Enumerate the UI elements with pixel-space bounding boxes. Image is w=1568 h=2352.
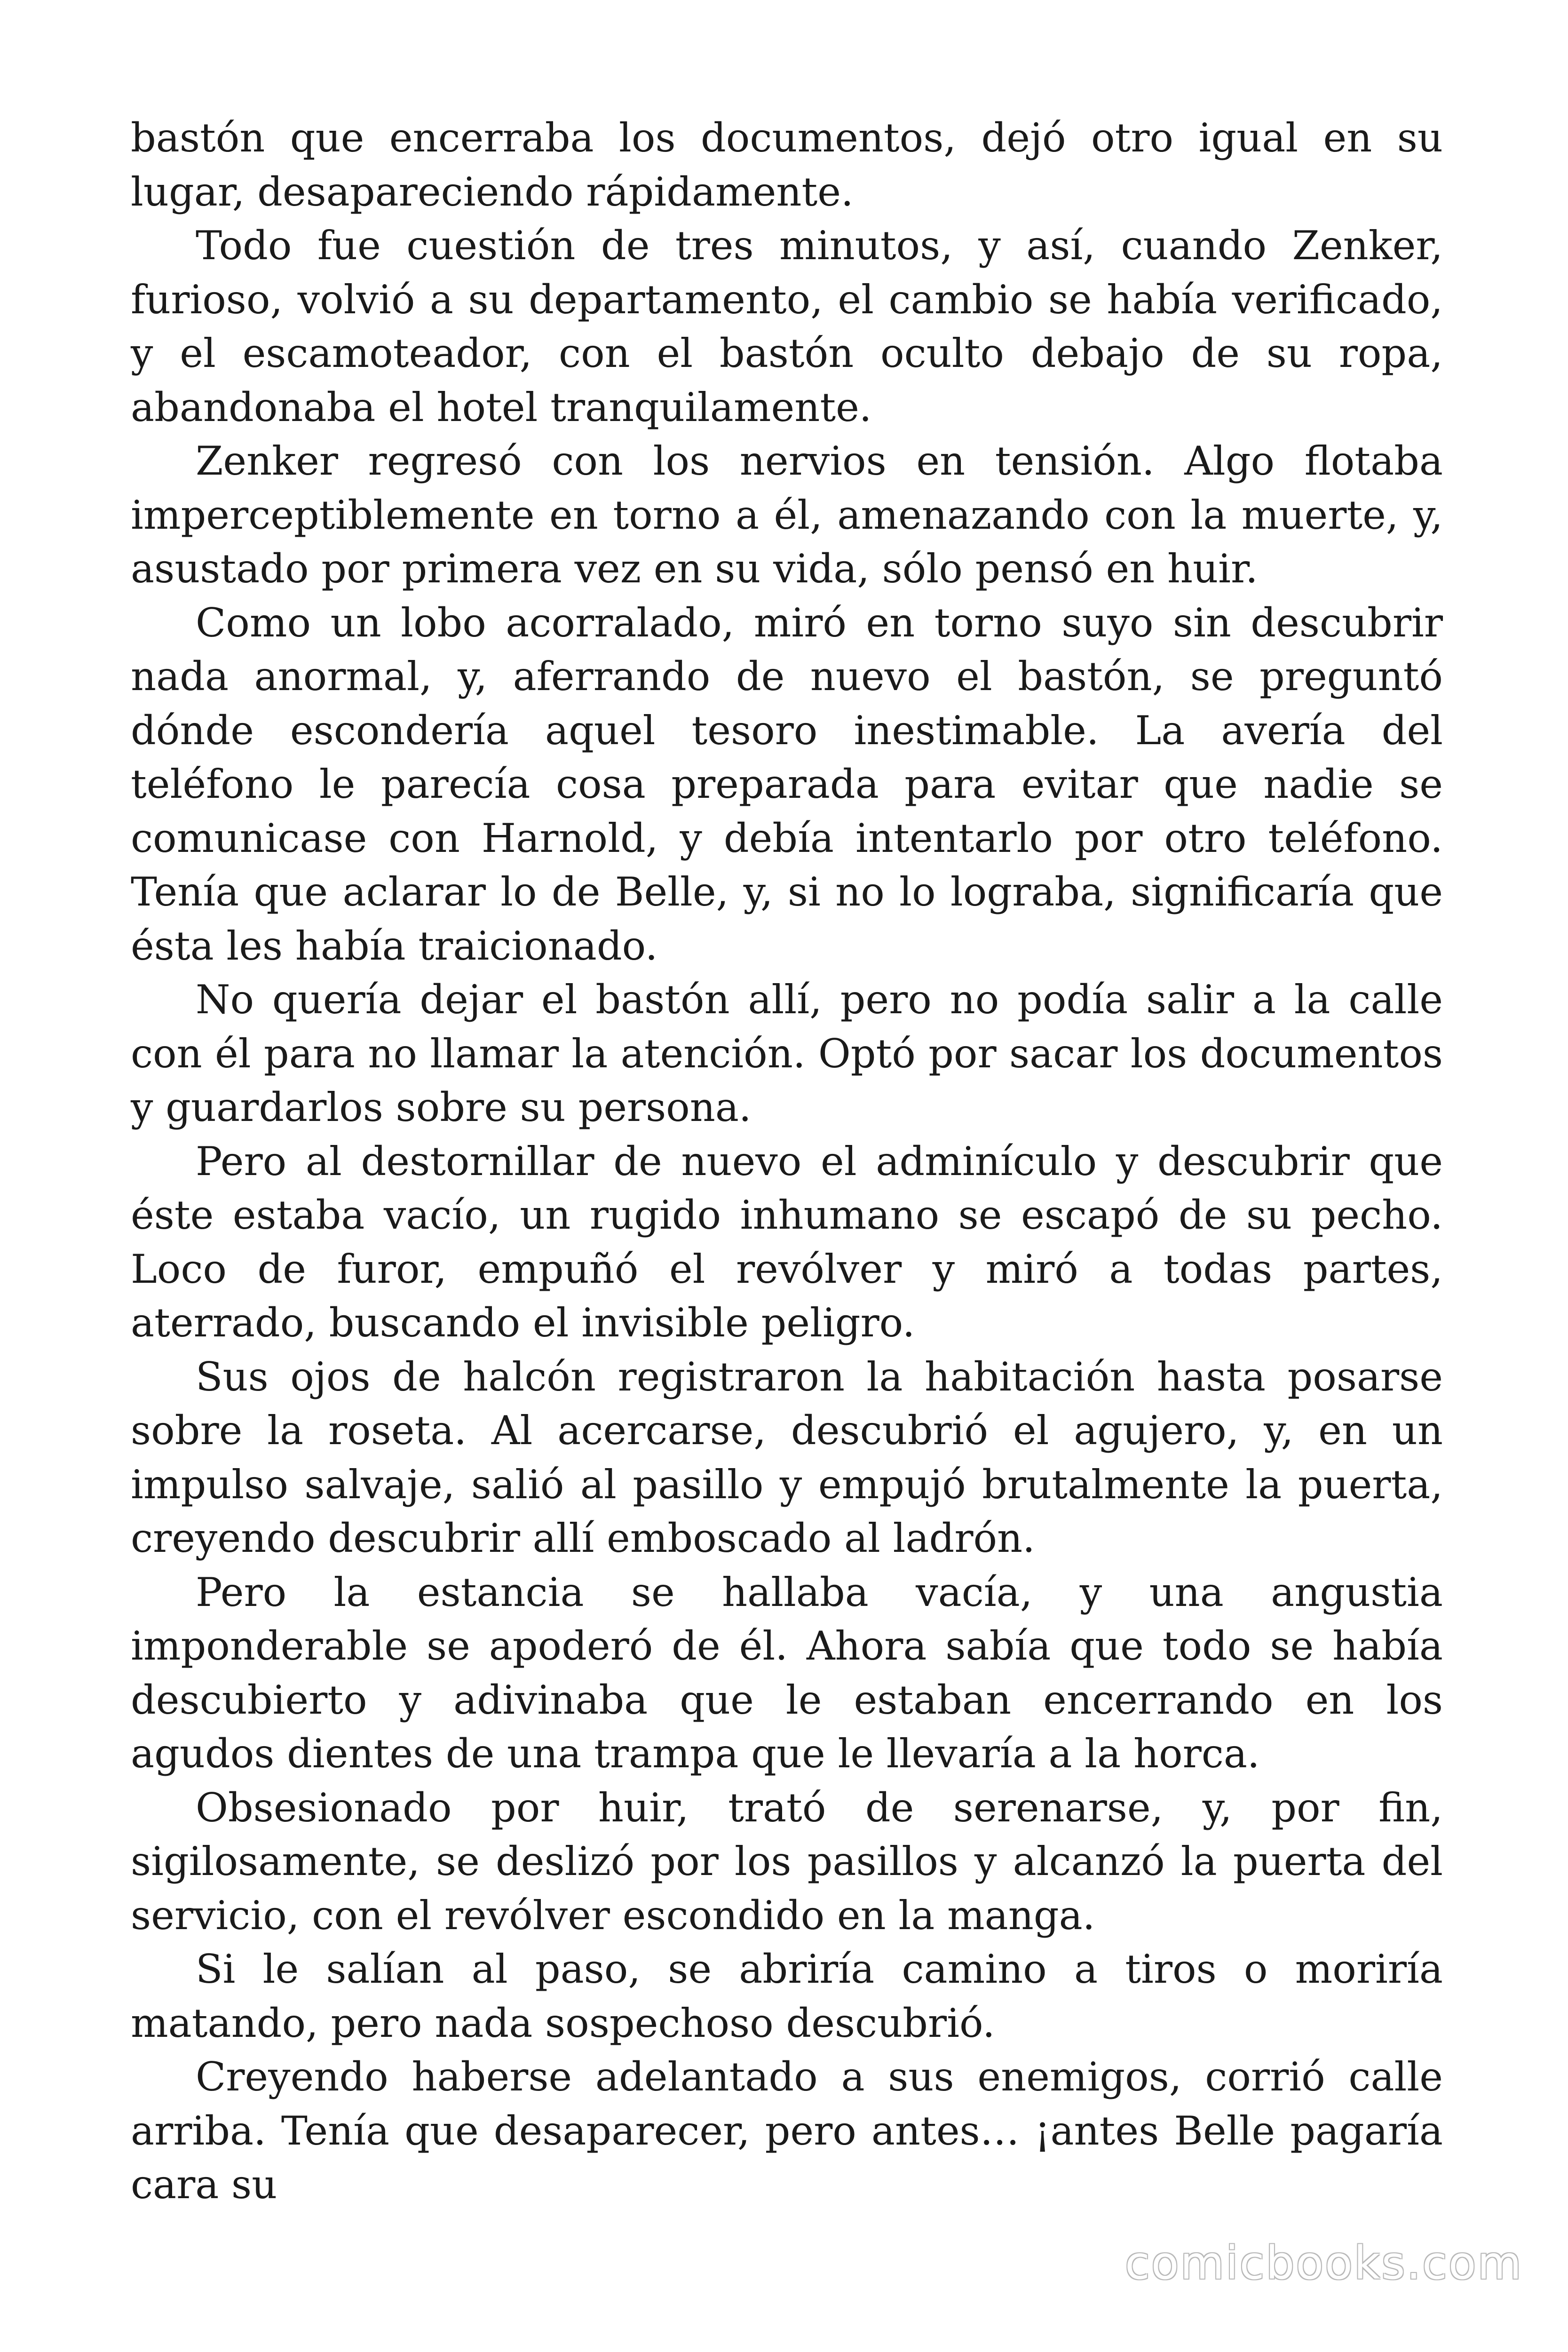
paragraph-2: Todo fue cuestión de tres minutos, y así, cuando Zenker, furioso, volvió a su departamento, el cambio se había verificado, y el escamoteador, con el bastón oculto debajo de su ropa, abandonaba el hotel tranquilamente. (131, 222, 1443, 430)
paragraph-7: Sus ojos de halcón registraron la habitación hasta posarse sobre la roseta. Al acercarse, descubrió el agujero, y, en un impulso salvaje, salió al pasillo y empujó brutalmente la puerta, creyendo descubrir allí emboscado al ladrón. (131, 1353, 1443, 1561)
paragraph-1: bastón que encerraba los documentos, dejó otro igual en su lugar, desapareciendo rápidamente. (131, 115, 1443, 215)
paragraph-9: Obsesionado por huir, trató de serenarse, y, por fin, sigilosamente, se deslizó por los pasillos y alcanzó la puerta del servicio, con el revólver escondido en la manga. (131, 1784, 1443, 1939)
paragraph-6: Pero al destornillar de nuevo el adminículo y descubrir que éste estaba vacío, un rugido inhumano se escapó de su pecho. Loco de furor, empuñó el revólver y miró a todas partes, aterrado, buscando el invisible peligro. (131, 1138, 1443, 1346)
paragraph-3: Zenker regresó con los nervios en tensión. Algo flotaba imperceptiblemente en torno a él, amenazando con la muerte, y, asustado por primera vez en su vida, sólo pensó en huir. (131, 438, 1443, 592)
body-text (131, 111, 1443, 2212)
watermark: comicbooks.com (1125, 2237, 1523, 2289)
paragraph-5: No quería dejar el bastón allí, pero no podía salir a la calle con él para no llamar la atención. Optó por sacar los documentos y guardarlos sobre su persona. (131, 977, 1443, 1130)
paragraph-8: Pero la estancia se hallaba vacía, y una angustia imponderable se apoderó de él. Ahora sabía que todo se había descubierto y adivinaba que le estaban encerrando en los agudos dientes de una trampa que le llevaría a la horca. (131, 1569, 1443, 1777)
paragraph-4: Como un lobo acorralado, miró en torno suyo sin descubrir nada anormal, y, aferrando de nuevo el bastón, se preguntó dónde escondería aquel tesoro inestimable. La avería del teléfono le parecía cosa preparada para evitar que nadie se comunicase con Harnold, y debía intentarlo por otro teléfono. Tenía que aclarar lo de Belle, y, si no lo lograba, significaría que ésta les había traicionado. (131, 599, 1443, 969)
paragraph-11: Creyendo haberse adelantado a sus enemigos, corrió calle arriba. Tenía que desaparecer, pero antes… ¡antes Belle pagaría cara su (131, 2054, 1443, 2208)
paragraph-10: Si le salían al paso, se abriría camino a tiros o moriría matando, pero nada sospechoso descubrió. (131, 1946, 1443, 2046)
